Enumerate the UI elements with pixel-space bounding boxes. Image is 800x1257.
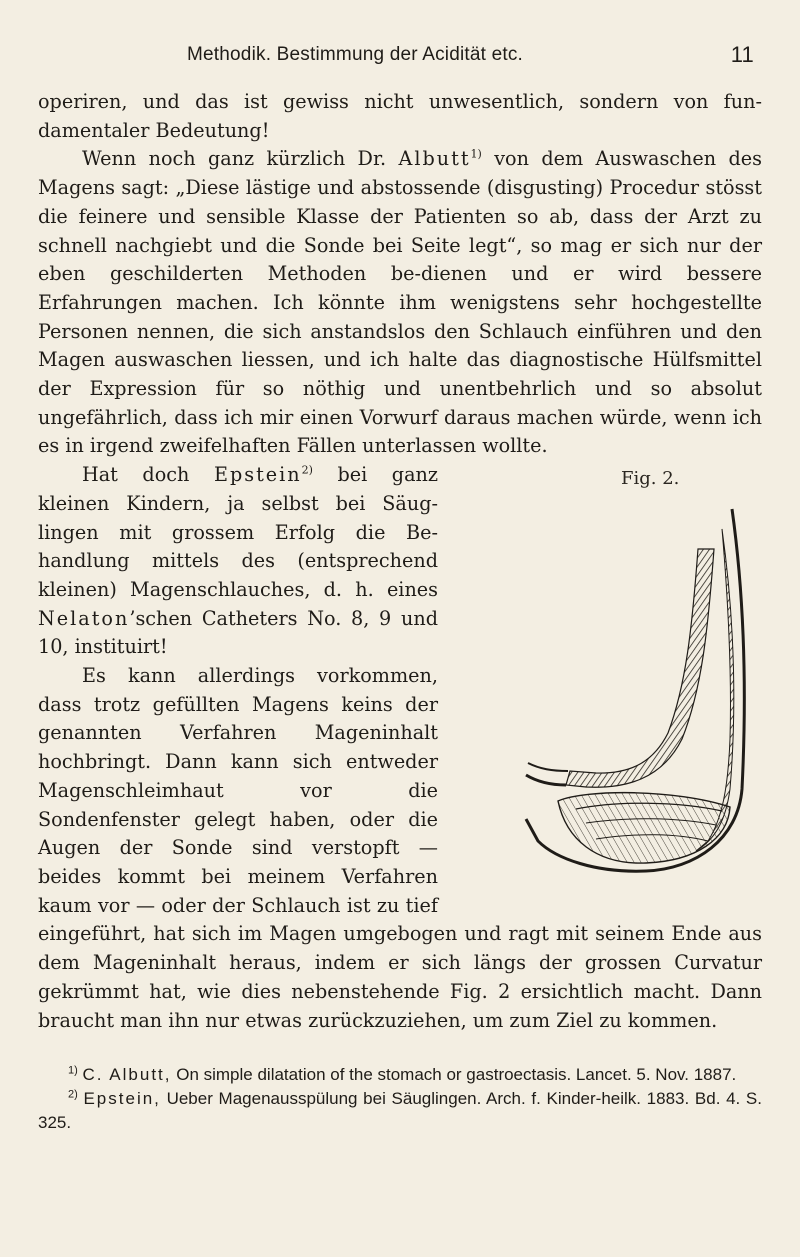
footnote-2-mark: 2) xyxy=(68,1088,78,1101)
p3-lead: Hat doch xyxy=(82,463,190,487)
page xyxy=(38,36,762,1135)
figure-2 xyxy=(446,463,768,895)
body-text xyxy=(38,88,762,1035)
name-nelaton: Nelaton xyxy=(38,606,130,630)
p2-body: von dem Auswaschen des Magens sagt: „Diese lästige und abstossende (disgusting) Procedur stösst die feinere und sensible Klasse der Patienten so ab, dass der Arzt zu schnell nachgiebt und die Sonde bei Seite legt“, so mag er sich nur der eben geschilderten Methoden be-dienen und er wird bessere Erfahrungen machen. Ich könnte ihm wenigstens sehr hochgestellte Personen nennen, die sich anstandslos den Schlauch einführen und den Magen auswaschen liessen, und ich halte das diagnostische Hülfsmittel der Expression für so nöthig und unentbehrlich und so absolut ungefährlich, dass ich mir einen Vorwurf daraus machen würde, wenn ich es in irgend zweifelhaften Fällen unterlassen wollte. xyxy=(38,147,762,458)
paragraph-4: Es kann allerdings vorkommen, dass trotz gefüllten Magens keins der genannten Verfahren Mageninhalt hochbringt. Dann kann sich entweder Magenschleimhaut vor die Sondenfenster gelegt haben, oder die Augen der Sonde sind verstopft — beides kommt bei meinem Verfahren kaum vor — oder der Schlauch ist zu tief eingeführt, hat sich im Magen umgebogen und ragt mit seinem Ende aus dem Mageninhalt heraus, indem er sich längs der grossen Curvatur gekrümmt hat, wie dies nebenstehende Fig. 2 ersichtlich macht. Dann braucht man ihn nur etwas zurückzuziehen, um zum Ziel zu kommen. xyxy=(38,664,762,1032)
footnote-1 xyxy=(38,1063,762,1087)
running-head xyxy=(38,36,762,70)
paragraph-2 xyxy=(38,145,762,461)
author-epstein: Epstein xyxy=(213,463,302,487)
p3-body: bei ganz kleinen Kindern, ja selbst bei Säug-lingen mit grossem Erfolg die Be-handlung mittels des (entsprechend kleinen) Magenschlauches, d. h. eines xyxy=(38,463,438,601)
footnotes xyxy=(38,1063,762,1135)
page-number: 11 xyxy=(730,42,754,67)
footnote-1-text: On simple dilatation of the stomach or gastroectasis. Lancet. 5. Nov. 1887. xyxy=(171,1065,737,1085)
p2-lead: Wenn noch ganz kürzlich Dr. xyxy=(82,147,387,171)
paragraph-1: operiren, und das ist gewiss nicht unwesentlich, sondern von fun-damentaler Bedeutung! xyxy=(38,90,762,142)
figure-caption: Fig. 2. xyxy=(621,468,680,490)
footnote-1-mark: 1) xyxy=(68,1064,78,1077)
footnote-1-author: C. Albutt, xyxy=(82,1065,172,1085)
author-albutt: Albutt xyxy=(398,147,471,171)
running-title: Methodik. Bestimmung der Acidität etc. xyxy=(187,44,524,65)
stomach-tube-illustration xyxy=(446,489,766,889)
footnote-2-text: Ueber Magenausspülung bei Säuglingen. Arch. f. Kinder-heilk. 1883. Bd. 4. S. 325. xyxy=(38,1089,762,1133)
p3-end: ’schen Catheters No. 8, 9 und 10, instituirt! xyxy=(38,606,438,659)
footnote-2 xyxy=(38,1087,762,1135)
footnote-2-author: Epstein, xyxy=(83,1089,161,1109)
footnote-ref-2: 2) xyxy=(301,463,313,477)
footnote-ref-1: 1) xyxy=(470,148,482,162)
